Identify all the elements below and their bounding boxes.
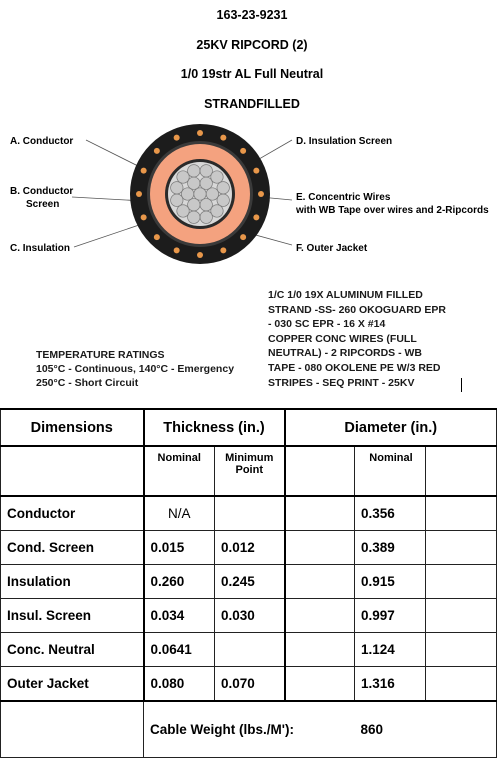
- callout-jacket: F. Outer Jacket: [296, 243, 368, 254]
- conductor-strand: [200, 211, 212, 223]
- callout-insulation: C. Insulation: [10, 243, 70, 254]
- conductor-strand: [188, 211, 200, 223]
- cable-weight-row: [1, 701, 497, 758]
- thickness-minimum: 0.030: [215, 599, 285, 633]
- temperature-heading: TEMPERATURE RATINGS: [36, 349, 165, 361]
- cell-blank: [426, 599, 497, 633]
- spec-line: - 030 SC EPR - 16 X #14: [268, 318, 386, 331]
- cell-blank: [426, 667, 497, 702]
- conductor-strand: [206, 188, 218, 200]
- conductor-strand: [171, 182, 183, 194]
- conductor-strand: [211, 171, 223, 183]
- conductor-strand: [217, 182, 229, 194]
- concentric-wire: [240, 148, 246, 154]
- concentric-wire: [220, 135, 226, 141]
- dimensions-table: [0, 408, 497, 758]
- conductor-strand: [188, 177, 200, 189]
- header-diameter: Diameter (in.): [285, 409, 497, 446]
- row-label: Cond. Screen: [1, 531, 144, 565]
- conductor-strand: [211, 205, 223, 217]
- spec-line: NEUTRAL) - 2 RIPCORDS - WB: [268, 347, 422, 360]
- conductor-strand: [171, 194, 183, 206]
- concentric-wire: [253, 168, 259, 174]
- cell-blank: [426, 565, 497, 599]
- concentric-wire: [258, 191, 264, 197]
- conductor-description: 1/0 19str AL Full Neutral: [180, 67, 324, 81]
- cell-blank: [1, 701, 144, 758]
- cell-blank: [285, 531, 355, 565]
- callout-cond-screen: B. Conductor: [10, 186, 74, 197]
- conductor-strand: [217, 194, 229, 206]
- diameter-nominal: 0.356: [355, 496, 426, 531]
- callout-conductor: A. Conductor: [10, 136, 74, 147]
- table-row: [1, 565, 497, 599]
- spec-line: STRAND -SS- 260 OKOGUARD EPR: [268, 303, 446, 316]
- thickness-minimum: [215, 496, 285, 531]
- concentric-wire: [141, 214, 147, 220]
- cable-weight-label: Cable Weight (lbs./M'):: [144, 701, 355, 758]
- cell-blank: [285, 565, 355, 599]
- header-thickness: Thickness (in.): [144, 409, 285, 446]
- cell-blank: [285, 599, 355, 633]
- conductor-strand: [188, 199, 200, 211]
- callout-concentric-2: with WB Tape over wires and 2-Ripcords: [296, 205, 489, 216]
- thickness-nominal: N/A: [144, 496, 215, 531]
- conductor-strand: [181, 188, 193, 200]
- subheader-minimum-1: Minimum: [225, 452, 274, 464]
- subheader-nominal: Nominal: [144, 446, 215, 496]
- concentric-wire: [253, 214, 259, 220]
- row-label: Conductor: [1, 496, 144, 531]
- temperature-ratings: [36, 348, 234, 390]
- conductor-strand: [200, 199, 212, 211]
- cable-weight-value: 860: [355, 701, 497, 758]
- diameter-nominal: 0.997: [355, 599, 426, 633]
- table-row: [1, 633, 497, 667]
- text-cursor: [461, 378, 462, 392]
- diameter-nominal: 0.389: [355, 531, 426, 565]
- fill-type: STRANDFILLED: [204, 97, 300, 111]
- cable-type: 25KV RIPCORD (2): [196, 38, 308, 52]
- temperature-line: 250°C - Short Circuit: [36, 377, 139, 389]
- table-row: [1, 531, 497, 565]
- row-label: Outer Jacket: [1, 667, 144, 702]
- concentric-wire: [154, 234, 160, 240]
- cable-cross-section-diagram: [0, 122, 504, 272]
- part-number: 163-23-9231: [216, 8, 288, 22]
- thickness-minimum: [215, 633, 285, 667]
- spec-line: COPPER CONC WIRES (FULL: [268, 332, 417, 345]
- subheader-blank: [285, 446, 355, 496]
- concentric-wire: [136, 191, 142, 197]
- header-dimensions: Dimensions: [1, 409, 144, 446]
- subheader-diam-nominal: Nominal: [355, 446, 426, 496]
- row-label: Conc. Neutral: [1, 633, 144, 667]
- subheader-minimum-2: Point: [235, 464, 263, 476]
- conductor-strand: [194, 188, 206, 200]
- subheader-blank: [1, 446, 144, 496]
- concentric-wire: [174, 135, 180, 141]
- table-row: [1, 599, 497, 633]
- diameter-nominal: 1.124: [355, 633, 426, 667]
- cell-blank: [285, 667, 355, 702]
- subheader-blank: [426, 446, 497, 496]
- conductor-strand: [200, 177, 212, 189]
- spec-line: TAPE - 080 OKOLENE PE W/3 RED: [268, 361, 441, 374]
- cell-blank: [285, 633, 355, 667]
- concentric-wire: [220, 247, 226, 253]
- thickness-nominal: 0.034: [144, 599, 215, 633]
- spec-line: STRIPES - SEQ PRINT - 25KV: [268, 376, 415, 389]
- thickness-nominal: 0.015: [144, 531, 215, 565]
- concentric-wire: [240, 234, 246, 240]
- thickness-nominal: 0.0641: [144, 633, 215, 667]
- callout-insul-screen: D. Insulation Screen: [296, 136, 393, 147]
- conductor-strand: [188, 165, 200, 177]
- temperature-line: 105°C - Continuous, 140°C - Emergency: [36, 363, 235, 375]
- thickness-nominal: 0.080: [144, 667, 215, 702]
- table-row: [1, 667, 497, 702]
- callout-concentric: E. Concentric Wires: [296, 192, 391, 203]
- table-row: [1, 496, 497, 531]
- row-label: Insulation: [1, 565, 144, 599]
- cell-blank: [426, 531, 497, 565]
- thickness-nominal: 0.260: [144, 565, 215, 599]
- conductor-strand: [177, 171, 189, 183]
- callout-cond-screen-2: Screen: [26, 199, 60, 210]
- cell-blank: [426, 633, 497, 667]
- cell-blank: [285, 496, 355, 531]
- concentric-wire: [197, 252, 203, 258]
- spec-line: 1/C 1/0 19X ALUMINUM FILLED: [268, 289, 423, 301]
- conductor-strand: [200, 165, 212, 177]
- cable-specification: [268, 288, 498, 390]
- concentric-wire: [174, 247, 180, 253]
- concentric-wire: [141, 168, 147, 174]
- diameter-nominal: 1.316: [355, 667, 426, 702]
- row-label: Insul. Screen: [1, 599, 144, 633]
- concentric-wire: [197, 130, 203, 136]
- thickness-minimum: 0.245: [215, 565, 285, 599]
- concentric-wire: [154, 148, 160, 154]
- subheader-minimum: [215, 446, 285, 496]
- diameter-nominal: 0.915: [355, 565, 426, 599]
- thickness-minimum: 0.070: [215, 667, 285, 702]
- cell-blank: [426, 496, 497, 531]
- thickness-minimum: 0.012: [215, 531, 285, 565]
- conductor-strand: [177, 205, 189, 217]
